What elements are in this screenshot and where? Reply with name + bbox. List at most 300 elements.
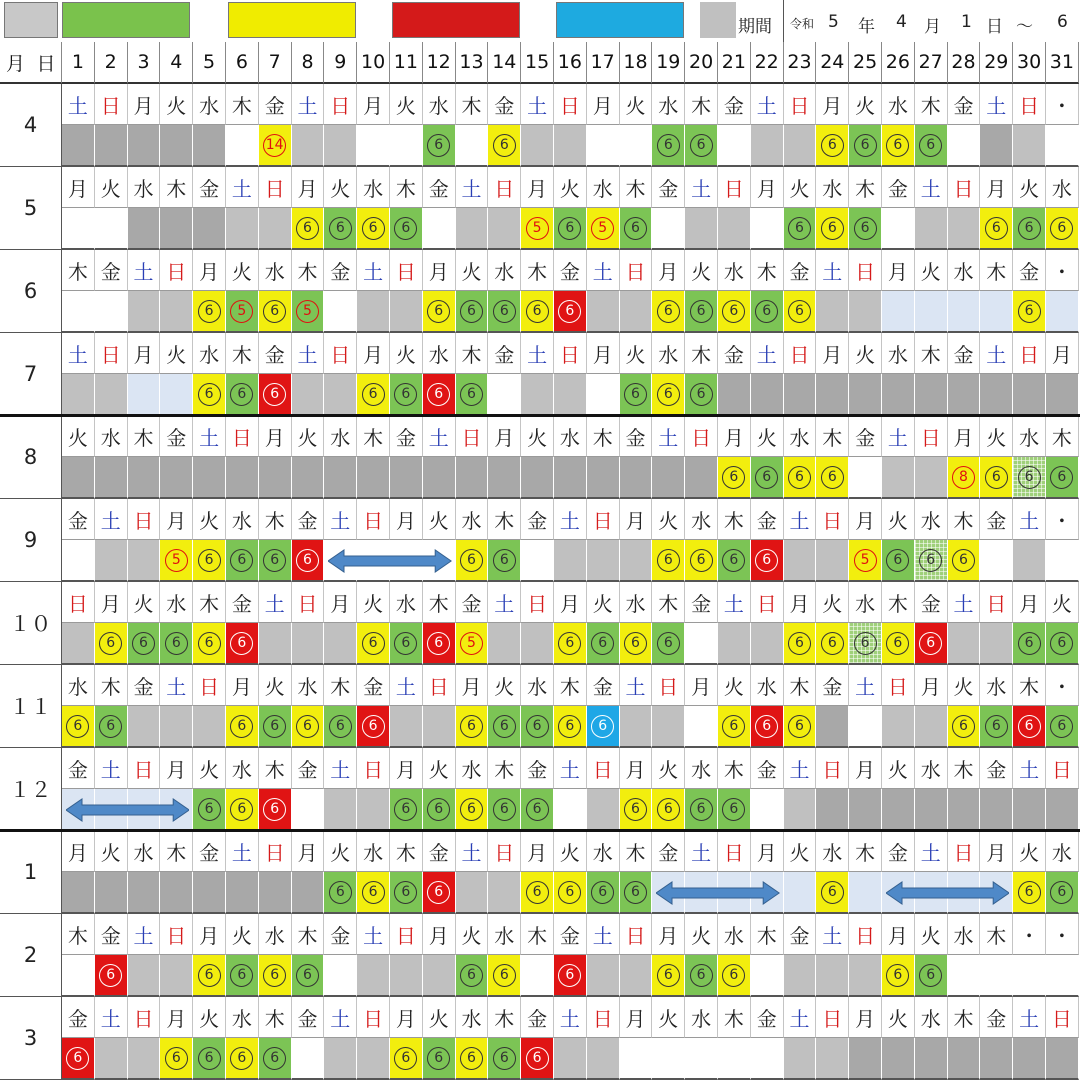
status-cell[interactable]: [62, 291, 95, 333]
status-cell[interactable]: [620, 540, 653, 582]
status-cell[interactable]: [521, 623, 554, 665]
status-cell[interactable]: [259, 706, 292, 748]
status-cell[interactable]: [521, 955, 554, 997]
status-cell[interactable]: [259, 125, 292, 167]
status-cell[interactable]: [292, 1038, 325, 1080]
status-cell[interactable]: [784, 623, 817, 665]
status-cell[interactable]: [488, 955, 521, 997]
status-cell[interactable]: [160, 955, 193, 997]
status-cell[interactable]: [620, 955, 653, 997]
status-cell[interactable]: [751, 208, 784, 250]
status-cell[interactable]: [751, 291, 784, 333]
status-cell[interactable]: [423, 623, 456, 665]
status-cell[interactable]: [849, 457, 882, 499]
status-cell[interactable]: [784, 540, 817, 582]
status-cell[interactable]: [292, 623, 325, 665]
status-cell[interactable]: [816, 706, 849, 748]
status-cell[interactable]: [587, 872, 620, 914]
status-cell[interactable]: [259, 540, 292, 582]
status-cell[interactable]: [357, 789, 390, 831]
status-cell[interactable]: [423, 208, 456, 250]
status-cell[interactable]: [620, 125, 653, 167]
status-cell[interactable]: [1013, 955, 1046, 997]
status-cell[interactable]: [226, 1038, 259, 1080]
status-cell[interactable]: [620, 374, 653, 416]
status-cell[interactable]: [948, 789, 981, 831]
status-cell[interactable]: [324, 208, 357, 250]
status-cell[interactable]: [128, 125, 161, 167]
status-cell[interactable]: [521, 208, 554, 250]
status-cell[interactable]: [751, 540, 784, 582]
status-cell[interactable]: [357, 291, 390, 333]
status-cell[interactable]: [488, 1038, 521, 1080]
status-cell[interactable]: [292, 872, 325, 914]
status-cell[interactable]: [620, 706, 653, 748]
status-cell[interactable]: [554, 1038, 587, 1080]
status-cell[interactable]: [849, 291, 882, 333]
status-cell[interactable]: [816, 1038, 849, 1080]
status-cell[interactable]: [226, 872, 259, 914]
status-cell[interactable]: [882, 125, 915, 167]
status-cell[interactable]: [259, 623, 292, 665]
status-cell[interactable]: [915, 374, 948, 416]
status-cell[interactable]: [685, 374, 718, 416]
status-cell[interactable]: [1013, 125, 1046, 167]
status-cell[interactable]: [980, 789, 1013, 831]
status-cell[interactable]: [259, 457, 292, 499]
status-cell[interactable]: [882, 540, 915, 582]
status-cell[interactable]: [849, 125, 882, 167]
status-cell[interactable]: [259, 1038, 292, 1080]
status-cell[interactable]: [816, 208, 849, 250]
status-cell[interactable]: [95, 1038, 128, 1080]
status-cell[interactable]: [816, 457, 849, 499]
status-cell[interactable]: [849, 706, 882, 748]
status-cell[interactable]: [226, 706, 259, 748]
status-cell[interactable]: [882, 291, 915, 333]
status-cell[interactable]: [521, 125, 554, 167]
status-cell[interactable]: [357, 208, 390, 250]
status-cell[interactable]: [784, 1038, 817, 1080]
status-cell[interactable]: [95, 457, 128, 499]
status-cell[interactable]: [1013, 540, 1046, 582]
status-cell[interactable]: [62, 955, 95, 997]
status-cell[interactable]: [128, 955, 161, 997]
status-cell[interactable]: [193, 623, 226, 665]
status-cell[interactable]: [390, 374, 423, 416]
status-cell[interactable]: [423, 125, 456, 167]
status-cell[interactable]: [456, 457, 489, 499]
status-cell[interactable]: [324, 955, 357, 997]
status-cell[interactable]: [226, 125, 259, 167]
status-cell[interactable]: [554, 955, 587, 997]
status-cell[interactable]: [652, 457, 685, 499]
status-cell[interactable]: [915, 291, 948, 333]
status-cell[interactable]: [226, 457, 259, 499]
status-cell[interactable]: [292, 955, 325, 997]
status-cell[interactable]: [259, 789, 292, 831]
status-cell[interactable]: [948, 374, 981, 416]
status-cell[interactable]: [718, 1038, 751, 1080]
status-cell[interactable]: [587, 291, 620, 333]
status-cell[interactable]: [587, 374, 620, 416]
status-cell[interactable]: [882, 789, 915, 831]
status-cell[interactable]: [521, 1038, 554, 1080]
status-cell[interactable]: [554, 706, 587, 748]
status-cell[interactable]: [554, 291, 587, 333]
status-cell[interactable]: [915, 457, 948, 499]
status-cell[interactable]: [226, 789, 259, 831]
status-cell[interactable]: [488, 872, 521, 914]
status-cell[interactable]: [751, 623, 784, 665]
status-cell[interactable]: [1013, 623, 1046, 665]
status-cell[interactable]: [62, 540, 95, 582]
status-cell[interactable]: [849, 789, 882, 831]
status-cell[interactable]: [488, 789, 521, 831]
status-cell[interactable]: [980, 1038, 1013, 1080]
status-cell[interactable]: [423, 789, 456, 831]
status-cell[interactable]: [1013, 208, 1046, 250]
status-cell[interactable]: [718, 706, 751, 748]
status-cell[interactable]: [357, 623, 390, 665]
status-cell[interactable]: [390, 291, 423, 333]
status-cell[interactable]: [259, 955, 292, 997]
status-cell[interactable]: [784, 208, 817, 250]
status-cell[interactable]: [390, 872, 423, 914]
status-cell[interactable]: [193, 1038, 226, 1080]
status-cell[interactable]: [456, 540, 489, 582]
status-cell[interactable]: [488, 208, 521, 250]
status-cell[interactable]: [620, 291, 653, 333]
status-cell[interactable]: [390, 706, 423, 748]
status-cell[interactable]: [784, 125, 817, 167]
status-cell[interactable]: [423, 706, 456, 748]
status-cell[interactable]: [915, 125, 948, 167]
status-cell[interactable]: [488, 540, 521, 582]
status-cell[interactable]: [390, 1038, 423, 1080]
status-cell[interactable]: [456, 125, 489, 167]
status-cell[interactable]: [718, 291, 751, 333]
status-cell[interactable]: [652, 374, 685, 416]
status-cell[interactable]: [324, 374, 357, 416]
status-cell[interactable]: [652, 955, 685, 997]
status-cell[interactable]: [62, 374, 95, 416]
status-cell[interactable]: [685, 623, 718, 665]
status-cell[interactable]: [456, 374, 489, 416]
status-cell[interactable]: [620, 872, 653, 914]
status-cell[interactable]: [652, 789, 685, 831]
status-cell[interactable]: [948, 955, 981, 997]
status-cell[interactable]: [784, 872, 817, 914]
status-cell[interactable]: [292, 374, 325, 416]
status-cell[interactable]: [62, 457, 95, 499]
status-cell[interactable]: [849, 540, 882, 582]
status-cell[interactable]: [160, 291, 193, 333]
status-cell[interactable]: [816, 623, 849, 665]
status-cell[interactable]: [357, 374, 390, 416]
status-cell[interactable]: [226, 374, 259, 416]
status-cell[interactable]: [587, 623, 620, 665]
status-cell[interactable]: [980, 291, 1013, 333]
status-cell[interactable]: [784, 789, 817, 831]
status-cell[interactable]: [488, 374, 521, 416]
status-cell[interactable]: [1046, 291, 1079, 333]
status-cell[interactable]: [915, 208, 948, 250]
status-cell[interactable]: [784, 706, 817, 748]
status-cell[interactable]: [292, 457, 325, 499]
status-cell[interactable]: [980, 125, 1013, 167]
status-cell[interactable]: [193, 706, 226, 748]
status-cell[interactable]: [95, 125, 128, 167]
status-cell[interactable]: [193, 540, 226, 582]
status-cell[interactable]: [1046, 1038, 1079, 1080]
status-cell[interactable]: [160, 623, 193, 665]
status-cell[interactable]: [1046, 540, 1079, 582]
status-cell[interactable]: [193, 457, 226, 499]
status-cell[interactable]: [95, 706, 128, 748]
status-cell[interactable]: [160, 540, 193, 582]
status-cell[interactable]: [160, 872, 193, 914]
status-cell[interactable]: [521, 457, 554, 499]
status-cell[interactable]: [784, 955, 817, 997]
status-cell[interactable]: [980, 208, 1013, 250]
status-cell[interactable]: [521, 291, 554, 333]
status-cell[interactable]: [226, 291, 259, 333]
status-cell[interactable]: [882, 208, 915, 250]
status-cell[interactable]: [587, 125, 620, 167]
status-cell[interactable]: [620, 623, 653, 665]
status-cell[interactable]: [357, 955, 390, 997]
status-cell[interactable]: [128, 623, 161, 665]
status-cell[interactable]: [488, 125, 521, 167]
status-cell[interactable]: [1046, 955, 1079, 997]
status-cell[interactable]: [882, 374, 915, 416]
status-cell[interactable]: [456, 706, 489, 748]
status-cell[interactable]: [193, 789, 226, 831]
status-cell[interactable]: [980, 540, 1013, 582]
status-cell[interactable]: [1046, 125, 1079, 167]
status-cell[interactable]: [948, 623, 981, 665]
status-cell[interactable]: [554, 623, 587, 665]
status-cell[interactable]: [685, 457, 718, 499]
status-cell[interactable]: [160, 374, 193, 416]
status-cell[interactable]: [1013, 1038, 1046, 1080]
status-cell[interactable]: [423, 955, 456, 997]
status-cell[interactable]: [62, 623, 95, 665]
status-cell[interactable]: [751, 374, 784, 416]
status-cell[interactable]: [718, 789, 751, 831]
status-cell[interactable]: [423, 1038, 456, 1080]
status-cell[interactable]: [751, 706, 784, 748]
status-cell[interactable]: [816, 540, 849, 582]
status-cell[interactable]: [915, 540, 948, 582]
status-cell[interactable]: [587, 457, 620, 499]
status-cell[interactable]: [160, 208, 193, 250]
status-cell[interactable]: [62, 706, 95, 748]
status-cell[interactable]: [1046, 374, 1079, 416]
status-cell[interactable]: [1046, 208, 1079, 250]
status-cell[interactable]: [423, 291, 456, 333]
status-cell[interactable]: [324, 291, 357, 333]
status-cell[interactable]: [95, 872, 128, 914]
status-cell[interactable]: [456, 872, 489, 914]
status-cell[interactable]: [718, 125, 751, 167]
status-cell[interactable]: [948, 208, 981, 250]
status-cell[interactable]: [784, 457, 817, 499]
status-cell[interactable]: [948, 125, 981, 167]
status-cell[interactable]: [652, 623, 685, 665]
status-cell[interactable]: [1013, 457, 1046, 499]
status-cell[interactable]: [685, 291, 718, 333]
status-cell[interactable]: [488, 623, 521, 665]
status-cell[interactable]: [1046, 457, 1079, 499]
status-cell[interactable]: [882, 457, 915, 499]
status-cell[interactable]: [95, 623, 128, 665]
status-cell[interactable]: [226, 955, 259, 997]
status-cell[interactable]: [948, 706, 981, 748]
status-cell[interactable]: [620, 789, 653, 831]
status-cell[interactable]: [980, 457, 1013, 499]
status-cell[interactable]: [324, 457, 357, 499]
status-cell[interactable]: [980, 706, 1013, 748]
status-cell[interactable]: [193, 374, 226, 416]
status-cell[interactable]: [587, 1038, 620, 1080]
status-cell[interactable]: [652, 125, 685, 167]
status-cell[interactable]: [1013, 374, 1046, 416]
status-cell[interactable]: [95, 291, 128, 333]
status-cell[interactable]: [718, 374, 751, 416]
status-cell[interactable]: [849, 374, 882, 416]
status-cell[interactable]: [521, 540, 554, 582]
status-cell[interactable]: [915, 706, 948, 748]
status-cell[interactable]: [259, 208, 292, 250]
status-cell[interactable]: [554, 540, 587, 582]
status-cell[interactable]: [521, 789, 554, 831]
status-cell[interactable]: [784, 291, 817, 333]
status-cell[interactable]: [685, 706, 718, 748]
status-cell[interactable]: [718, 457, 751, 499]
status-cell[interactable]: [357, 1038, 390, 1080]
status-cell[interactable]: [160, 125, 193, 167]
status-cell[interactable]: [193, 291, 226, 333]
status-cell[interactable]: [718, 208, 751, 250]
status-cell[interactable]: [685, 1038, 718, 1080]
status-cell[interactable]: [128, 208, 161, 250]
status-cell[interactable]: [423, 457, 456, 499]
status-cell[interactable]: [620, 208, 653, 250]
status-cell[interactable]: [488, 706, 521, 748]
status-cell[interactable]: [652, 291, 685, 333]
status-cell[interactable]: [718, 955, 751, 997]
status-cell[interactable]: [193, 125, 226, 167]
status-cell[interactable]: [324, 706, 357, 748]
status-cell[interactable]: [685, 955, 718, 997]
status-cell[interactable]: [324, 789, 357, 831]
status-cell[interactable]: [62, 125, 95, 167]
status-cell[interactable]: [915, 955, 948, 997]
status-cell[interactable]: [1013, 706, 1046, 748]
status-cell[interactable]: [948, 1038, 981, 1080]
status-cell[interactable]: [390, 955, 423, 997]
status-cell[interactable]: [948, 291, 981, 333]
status-cell[interactable]: [390, 125, 423, 167]
status-cell[interactable]: [849, 208, 882, 250]
status-cell[interactable]: [259, 291, 292, 333]
status-cell[interactable]: [292, 291, 325, 333]
status-cell[interactable]: [685, 789, 718, 831]
status-cell[interactable]: [816, 374, 849, 416]
status-cell[interactable]: [357, 872, 390, 914]
status-cell[interactable]: [95, 208, 128, 250]
status-cell[interactable]: [292, 125, 325, 167]
status-cell[interactable]: [1046, 789, 1079, 831]
status-cell[interactable]: [226, 540, 259, 582]
status-cell[interactable]: [128, 457, 161, 499]
status-cell[interactable]: [357, 706, 390, 748]
status-cell[interactable]: [456, 291, 489, 333]
status-cell[interactable]: [816, 872, 849, 914]
status-cell[interactable]: [980, 955, 1013, 997]
status-cell[interactable]: [390, 208, 423, 250]
status-cell[interactable]: [1046, 872, 1079, 914]
status-cell[interactable]: [95, 374, 128, 416]
status-cell[interactable]: [488, 457, 521, 499]
status-cell[interactable]: [62, 1038, 95, 1080]
status-cell[interactable]: [751, 125, 784, 167]
status-cell[interactable]: [980, 623, 1013, 665]
status-cell[interactable]: [292, 706, 325, 748]
status-cell[interactable]: [357, 457, 390, 499]
status-cell[interactable]: [652, 540, 685, 582]
status-cell[interactable]: [1046, 623, 1079, 665]
status-cell[interactable]: [980, 374, 1013, 416]
status-cell[interactable]: [456, 789, 489, 831]
status-cell[interactable]: [685, 540, 718, 582]
status-cell[interactable]: [423, 374, 456, 416]
status-cell[interactable]: [587, 789, 620, 831]
status-cell[interactable]: [324, 1038, 357, 1080]
status-cell[interactable]: [915, 623, 948, 665]
status-cell[interactable]: [882, 706, 915, 748]
status-cell[interactable]: [587, 540, 620, 582]
status-cell[interactable]: [587, 208, 620, 250]
status-cell[interactable]: [915, 1038, 948, 1080]
status-cell[interactable]: [816, 125, 849, 167]
status-cell[interactable]: [718, 623, 751, 665]
status-cell[interactable]: [456, 623, 489, 665]
status-cell[interactable]: [849, 1038, 882, 1080]
status-cell[interactable]: [652, 208, 685, 250]
status-cell[interactable]: [62, 872, 95, 914]
status-cell[interactable]: [128, 540, 161, 582]
status-cell[interactable]: [784, 374, 817, 416]
status-cell[interactable]: [357, 125, 390, 167]
status-cell[interactable]: [456, 1038, 489, 1080]
status-cell[interactable]: [390, 623, 423, 665]
status-cell[interactable]: [95, 955, 128, 997]
status-cell[interactable]: [62, 208, 95, 250]
status-cell[interactable]: [128, 291, 161, 333]
status-cell[interactable]: [751, 955, 784, 997]
status-cell[interactable]: [521, 706, 554, 748]
status-cell[interactable]: [160, 706, 193, 748]
status-cell[interactable]: [324, 623, 357, 665]
status-cell[interactable]: [128, 374, 161, 416]
status-cell[interactable]: [521, 374, 554, 416]
status-cell[interactable]: [193, 955, 226, 997]
status-cell[interactable]: [882, 1038, 915, 1080]
status-cell[interactable]: [1013, 872, 1046, 914]
